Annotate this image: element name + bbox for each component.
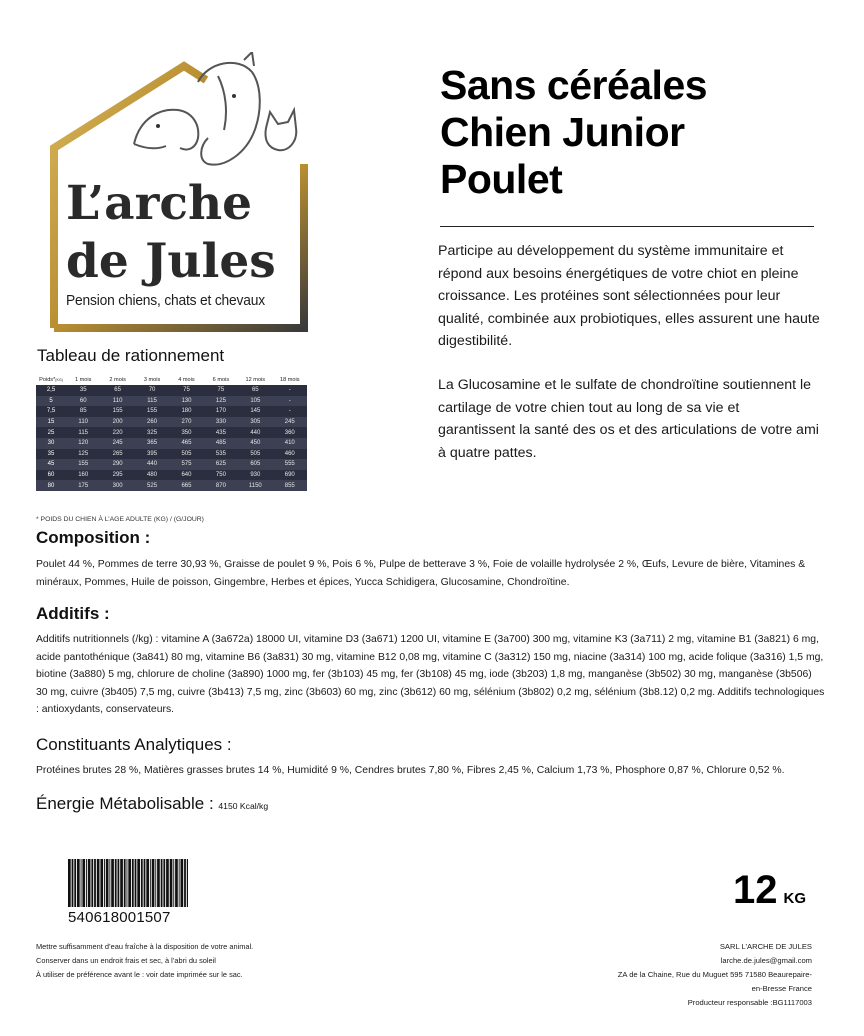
ration-cell: 295 [100,470,134,481]
ration-cell: 245 [273,417,307,428]
ration-cell: 485 [204,438,238,449]
ration-cell: 65 [238,385,272,396]
ration-cell: 665 [169,480,203,491]
ration-row [36,396,307,407]
ration-header-cell: 4 mois [178,376,195,383]
ration-cell: 130 [169,396,203,407]
ration-cell: 525 [135,480,169,491]
product-title [440,62,820,203]
product-title-line: Poulet [440,156,563,202]
ration-cell: 450 [238,438,272,449]
ration-header-cell: 1 mois [74,376,92,383]
ration-weight-cell: 80 [36,480,66,491]
ration-row [36,459,307,470]
net-weight-value: 12 [733,868,778,912]
ration-weight-cell: 45 [36,459,66,470]
ration-cell: 125 [204,396,238,407]
product-title-line: Chien Junior [440,109,685,155]
barcode-icon [68,859,188,907]
ration-header-cell: 6 mois [212,376,230,383]
ration-cell: 110 [66,417,100,428]
ration-cell: 555 [273,459,307,470]
ration-weight-cell: 35 [36,449,66,460]
ration-cell: 855 [273,480,307,491]
net-weight-unit: KG [783,890,806,907]
ration-cell: 115 [66,427,100,438]
ration-row [36,449,307,460]
ration-row [36,417,307,428]
ration-cell: 300 [100,480,134,491]
ration-header-weight: Poids*(KG) [39,376,63,383]
ration-weight-cell: 30 [36,438,66,449]
ration-cell: 410 [273,438,307,449]
brand-subtitle: Pension chiens, chats et chevaux [66,292,265,309]
ration-cell: 290 [100,459,134,470]
energie-value: 4150 Kcal/kg [218,801,269,811]
ration-cell: 440 [135,459,169,470]
ration-cell: 480 [135,470,169,481]
composition-heading: Composition : [36,528,151,547]
ration-header-cell: 2 mois [109,376,126,383]
ration-cell: 330 [204,417,238,428]
ration-cell: 360 [273,427,307,438]
storage-line: Mettre suffisamment d’eau fraîche à la disposition de votre animal. [36,942,254,951]
ration-cell: 180 [169,406,203,417]
company-email: larche.de.jules@gmail.com [720,956,812,965]
energie-heading [36,794,268,814]
ration-cell: 640 [169,470,203,481]
ration-cell: - [273,406,307,417]
ration-row [36,480,307,491]
ration-cell: 305 [238,417,272,428]
ration-cell: 505 [238,449,272,460]
ration-cell: 125 [66,449,100,460]
ration-cell: 605 [238,459,272,470]
ration-cell: 60 [66,396,100,407]
ration-weight-cell: 5 [36,396,66,407]
ration-weight-cell: 60 [36,470,66,481]
ration-cell: 220 [100,427,134,438]
ration-row [36,470,307,481]
ration-cell: 120 [66,438,100,449]
ration-header-cell: 3 mois [143,376,161,383]
company-name: SARL L’ARCHE DE JULES [719,942,812,951]
ration-weight-cell: 15 [36,417,66,428]
ration-cell: 105 [238,396,272,407]
ration-cell: 155 [135,406,169,417]
ration-cell: - [273,396,307,407]
ration-cell: 395 [135,449,169,460]
ration-cell: 575 [169,459,203,470]
net-weight [733,868,806,913]
additifs-heading: Additifs : [36,604,110,623]
company-producer: Producteur responsable :BG1117003 [687,998,812,1007]
ration-cell: 930 [238,470,272,481]
ration-cell: 440 [238,427,272,438]
ration-cell: 505 [169,449,203,460]
storage-instructions [36,940,253,982]
ration-cell: 260 [135,417,169,428]
constituants-text: Protéines brutes 28 %, Matières grasses brutes 14 %, Humidité 9 %, Cendres brutes 7,80 %, Fibres 2,45 %, Calcium 1,73 %, Phosphore 0,87 %, Chlorure 0,52 %. [36,765,785,776]
ration-row [36,427,307,438]
ration-row [36,438,307,449]
additifs-text: Additifs nutritionnels (/kg) : vitamine A (3a672a) 18000 UI, vitamine D3 (3a671) 1200 UI, vitamine E (3a700) 300 mg, vitamine K3 (3a711) 2 mg, vitamine B1 (3a821) 6 mg, acide pantothénique (3a841) 80 mg, vitamine B6 (3a831) 30 mg, vitamine B12 0,08 mg, vitamine C (3a312) 150 mg, niacine (3a314) 100 mg, acide folique (3a316) 1,5 mg, biotine (3a880) 5 mg, chlorure de choline (3a890) 1000 mg, fer (3b103) 45 mg, fer (3b108) 45 mg, iode (3b203) 1,8 mg, manganèse (3b502) 30 mg, manganèse (3b506) 30 mg, cuivre (3b405) 7,5 mg, cuivre (3b413) 7,5 mg, zinc (3b603) 60 mg, zinc (3b612) 60 mg, sélénium (3b802) 0,2 mg, sélénium (3b8.12) 0,2 mg. Additifs technologiques : antioxydants, conservateurs. [36,634,825,715]
brand-name-line2: de Jules [66,234,276,289]
composition-text: Poulet 44 %, Pommes de terre 30,93 %, Graisse de poulet 9 %, Pois 6 %, Pulpe de betterave 3 %, Foie de volaille hydrolysée 2 %, Œufs, Levure de bière, Vitamines & minéraux, Pommes, Huile de poisson, Gingembre, Herbes et épices, Yucca Schidigera, Glucosamine, Chondroïtine. [36,559,806,588]
title-divider [440,226,814,227]
ration-header-row [36,374,307,385]
ration-cell: 75 [169,385,203,396]
ration-cell: 265 [100,449,134,460]
ration-cell: 350 [169,427,203,438]
ration-cell: 690 [273,470,307,481]
ration-header-cell: 12 mois [245,376,266,383]
ration-row [36,406,307,417]
product-description-1: Participe au développement du système immunitaire et répond aux besoins énergétiques de votre chiot en pleine croissance. Les protéines sont sélectionnées pour leur qualité, combinée aux probiotiques, elles assurent une haute digestibilité. [438,243,820,349]
ration-table [36,374,307,491]
ration-weight-cell: 7,5 [36,406,66,417]
company-info [552,940,812,1010]
company-address: en-Bresse France [751,984,812,993]
ration-weight-cell: 25 [36,427,66,438]
ration-cell: 175 [66,480,100,491]
ration-cell: 115 [135,396,169,407]
storage-line: Conserver dans un endroit frais et sec, à l’abri du soleil [36,956,216,965]
product-description-2: La Glucosamine et le sulfate de chondroïtine soutiennent le cartilage de votre chien tout au long de sa vie et garantissent la santé des os et des articulations de votre ami à quatre pattes. [438,377,819,461]
product-title-line: Sans céréales [440,62,708,108]
ration-cell: 85 [66,406,100,417]
ration-cell: 245 [100,438,134,449]
ration-cell: 155 [66,459,100,470]
ration-cell: 70 [135,385,169,396]
ration-cell: 65 [100,385,134,396]
ration-header-cell: 18 mois [279,376,300,383]
ration-cell: 35 [66,385,100,396]
ration-row [36,385,307,396]
ration-cell: 170 [204,406,238,417]
ration-cell: 870 [204,480,238,491]
ration-cell: 270 [169,417,203,428]
barcode-number: 540618001507 [68,909,171,926]
constituants-heading: Constituants Analytiques : [36,735,232,754]
ration-cell: 110 [100,396,134,407]
brand-name-line1: L’arche [66,176,253,231]
ration-cell: 145 [238,406,272,417]
ration-cell: 750 [204,470,238,481]
ration-cell: 465 [169,438,203,449]
ration-table-note: * POIDS DU CHIEN À L’AGE ADULTE (KG) / (G/JOUR) [36,516,204,523]
ration-table-title: Tableau de rationnement [37,346,225,365]
energie-label: Énergie Métabolisable : [36,794,214,813]
storage-line: À utiliser de préférence avant le : voir date imprimée sur le sac. [36,970,243,979]
ration-cell: 365 [135,438,169,449]
ration-cell: 460 [273,449,307,460]
ration-cell: 535 [204,449,238,460]
ration-cell: 325 [135,427,169,438]
ration-cell: 155 [100,406,134,417]
ration-cell: 75 [204,385,238,396]
ration-cell: 160 [66,470,100,481]
ration-cell: 435 [204,427,238,438]
ration-cell: - [273,385,307,396]
ration-cell: 1150 [238,480,272,491]
ration-cell: 625 [204,459,238,470]
ration-cell: 200 [100,417,134,428]
ration-weight-cell: 2,5 [36,385,66,396]
company-address: ZA de la Chaine, Rue du Muguet 595 71580 Beaurepaire- [617,970,812,979]
